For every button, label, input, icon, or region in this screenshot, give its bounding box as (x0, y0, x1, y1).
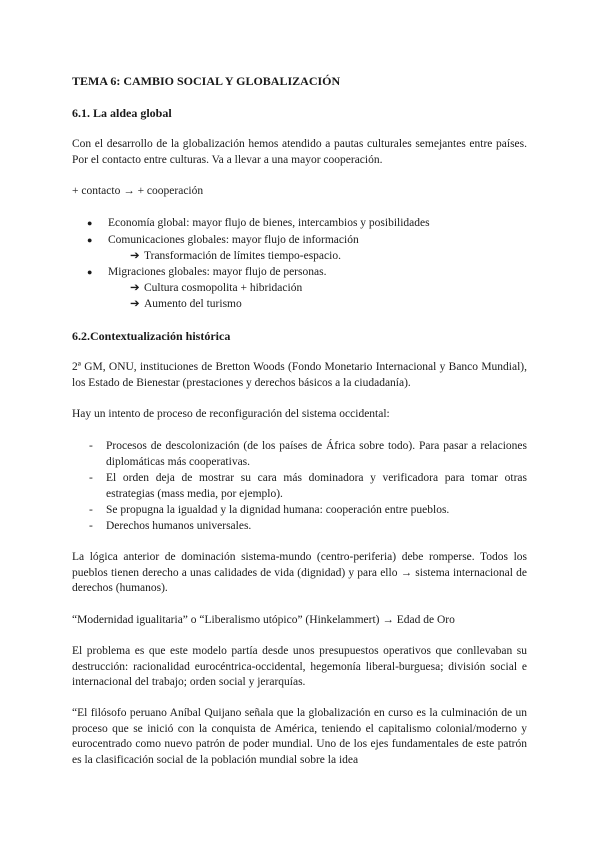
formula-line: + contacto → + cooperación (72, 185, 204, 197)
dash-marker: - (89, 520, 93, 532)
sub-bullet-item: ➔ Aumento del turismo (144, 297, 242, 313)
dash-marker: - (89, 504, 93, 516)
arrow-icon: ➔ (130, 282, 140, 294)
section-heading-aldea-global: 6.1. La aldea global (72, 106, 172, 120)
bullet-item: ● Comunicaciones globales: mayor flujo de información (108, 233, 359, 249)
paragraph-dominacion: La lógica anterior de dominación sistema-mundo (centro-periferia) debe romperse. Todos los pueblos tienen derecho a unas calidades de vida (dignidad) y para ello → sistema internacional de derechos (humanos). (72, 551, 527, 594)
section-heading-contextualizacion: 6.2.Contextualización histórica (72, 329, 231, 343)
bullet-dot-icon: ● (87, 235, 93, 245)
document-title: TEMA 6: CAMBIO SOCIAL Y GLOBALIZACIÓN (72, 74, 341, 88)
bullet-item: ● Migraciones globales: mayor flujo de personas. (108, 265, 326, 281)
sub-bullet-item: ➔ Transformación de límites tiempo-espacio. (144, 249, 341, 265)
dash-item: - Procesos de descolonización (de los países de África sobre todo). Para pasar a relaciones diplomáticas más cooperativas. (89, 440, 527, 468)
bullet-dot-icon: ● (87, 267, 93, 277)
bullet-item: ● Economía global: mayor flujo de bienes, intercambios y posibilidades (108, 216, 430, 232)
arrow-icon: ➔ (130, 298, 140, 310)
dash-item: - Derechos humanos universales. (106, 519, 527, 535)
paragraph-quijano: “El filósofo peruano Aníbal Quijano señala que la globalización en curso es la culminación de un proceso que se inició con la conquista de América, teniendo el capitalismo colonial/moderno y eurocentrado como nuevo patrón de poder mundial. Uno de los ejes fundamentales de este patrón es la clasificación social de la población mundial sobre la idea (72, 707, 527, 766)
dash-marker: - (89, 440, 93, 452)
dash-item: - El orden deja de mostrar su cara más dominadora y verificadora para tomar otras estrategias (mass media, por ejemplo). (89, 472, 527, 500)
arrow-icon: ➔ (130, 250, 140, 262)
paragraph-reconfiguracion: Hay un intento de proceso de reconfiguración del sistema occidental: (72, 408, 390, 420)
dash-item: - Se propugna la igualdad y la dignidad humana: cooperación entre pueblos. (106, 503, 527, 519)
paragraph-intro: Con el desarrollo de la globalización hemos atendido a pautas culturales semejantes entre países. Por el contacto entre culturas. Va a llevar a una mayor cooperación. (72, 138, 527, 166)
paragraph-bretton-woods: 2ª GM, ONU, instituciones de Bretton Woods (Fondo Monetario Internacional y Banco Mundial), los Estado de Bienestar (prestaciones y derechos básicos a la ciudadanía). (72, 361, 527, 389)
paragraph-modernidad: “Modernidad igualitaria” o “Liberalismo utópico” (Hinkelammert) → Edad de Oro (72, 614, 455, 626)
paragraph-problema: El problema es que este modelo partía desde unos presupuestos operativos que conllevaban su destrucción: racionalidad eurocéntrica-occidental, hegemonía liberal-burguesa; división social e internacional del trabajo; orden social y jerarquías. (72, 645, 527, 688)
dash-marker: - (89, 472, 93, 484)
bullet-dot-icon: ● (87, 218, 93, 228)
sub-bullet-item: ➔ Cultura cosmopolita + hibridación (144, 281, 302, 297)
